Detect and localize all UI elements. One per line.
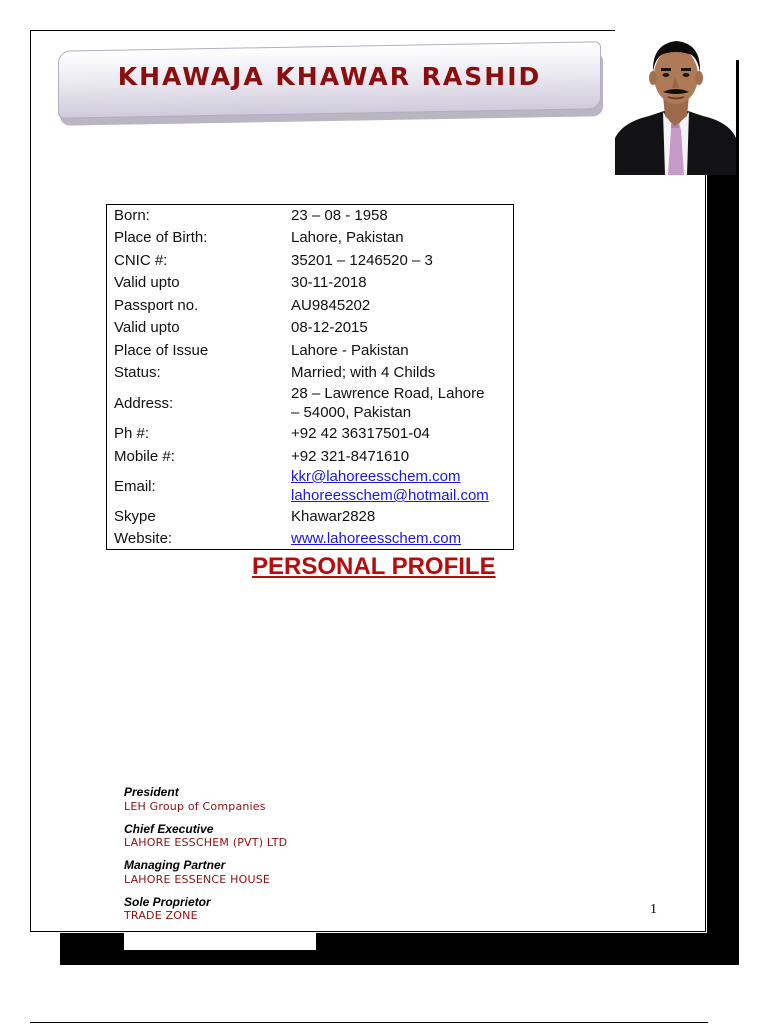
row-value: AU9845202 — [291, 297, 371, 314]
row-value: +92 321-8471610 — [291, 448, 410, 465]
page-number: 1 — [650, 902, 657, 917]
row-label: Address: — [114, 395, 174, 412]
row-label: Mobile #: — [114, 448, 175, 465]
row-value: Lahore, Pakistan — [291, 229, 404, 246]
role-title-managing-partner: Managing Partner — [124, 858, 226, 872]
email-link-primary[interactable]: kkr@lahoreesschem.com — [291, 468, 461, 485]
row-label: Valid upto — [114, 319, 180, 336]
row-value-line2: – 54000, Pakistan — [291, 404, 412, 421]
role-title-chief-executive: Chief Executive — [124, 822, 214, 836]
row-label: Place of Issue — [114, 342, 209, 359]
row-label: Ph #: — [114, 425, 150, 442]
personal-profile-heading: PERSONAL PROFILE — [252, 553, 496, 580]
role-org-sole-proprietor: TRADE ZONE — [124, 909, 198, 922]
row-label: Place of Birth: — [114, 229, 208, 246]
row-value: 35201 – 1246520 – 3 — [291, 252, 433, 269]
row-label: Status: — [114, 364, 161, 381]
role-org-chief-executive: LAHORE ESSCHEM (PVT) LTD — [124, 836, 288, 849]
row-value: 23 – 08 - 1958 — [291, 207, 388, 224]
row-value: Married; with 4 Childs — [291, 364, 436, 381]
row-value: +92 42 36317501-04 — [291, 425, 430, 442]
row-label: CNIC #: — [114, 252, 168, 269]
portrait-image — [615, 30, 736, 175]
row-label: Website: — [114, 530, 173, 547]
page-notch — [124, 932, 316, 950]
role-org-president: LEH Group of Companies — [124, 800, 266, 813]
website-link[interactable]: www.lahoreesschem.com — [291, 530, 462, 547]
footer-divider — [30, 1022, 708, 1023]
row-value: 28 – Lawrence Road, Lahore — [291, 385, 485, 402]
row-value: Lahore - Pakistan — [291, 342, 409, 359]
email-link-secondary[interactable]: lahoreesschem@hotmail.com — [291, 487, 489, 504]
role-title-president: President — [124, 785, 179, 799]
role-title-sole-proprietor: Sole Proprietor — [124, 895, 211, 909]
profile-photo — [615, 30, 736, 175]
page-shadow-right — [707, 60, 739, 965]
row-value: 08-12-2015 — [291, 319, 368, 336]
person-name-title: KHAWAJA KHAWAR RASHID — [117, 62, 542, 91]
row-label: Email: — [114, 478, 156, 495]
row-label: Skype — [114, 508, 156, 525]
row-label: Valid upto — [114, 274, 180, 291]
row-label: Born: — [114, 207, 150, 224]
row-label: Passport no. — [114, 297, 199, 314]
role-org-managing-partner: LAHORE ESSENCE HOUSE — [124, 873, 271, 886]
row-value: Khawar2828 — [291, 508, 376, 525]
row-value: 30-11-2018 — [291, 274, 367, 291]
personal-details-table — [106, 204, 514, 550]
